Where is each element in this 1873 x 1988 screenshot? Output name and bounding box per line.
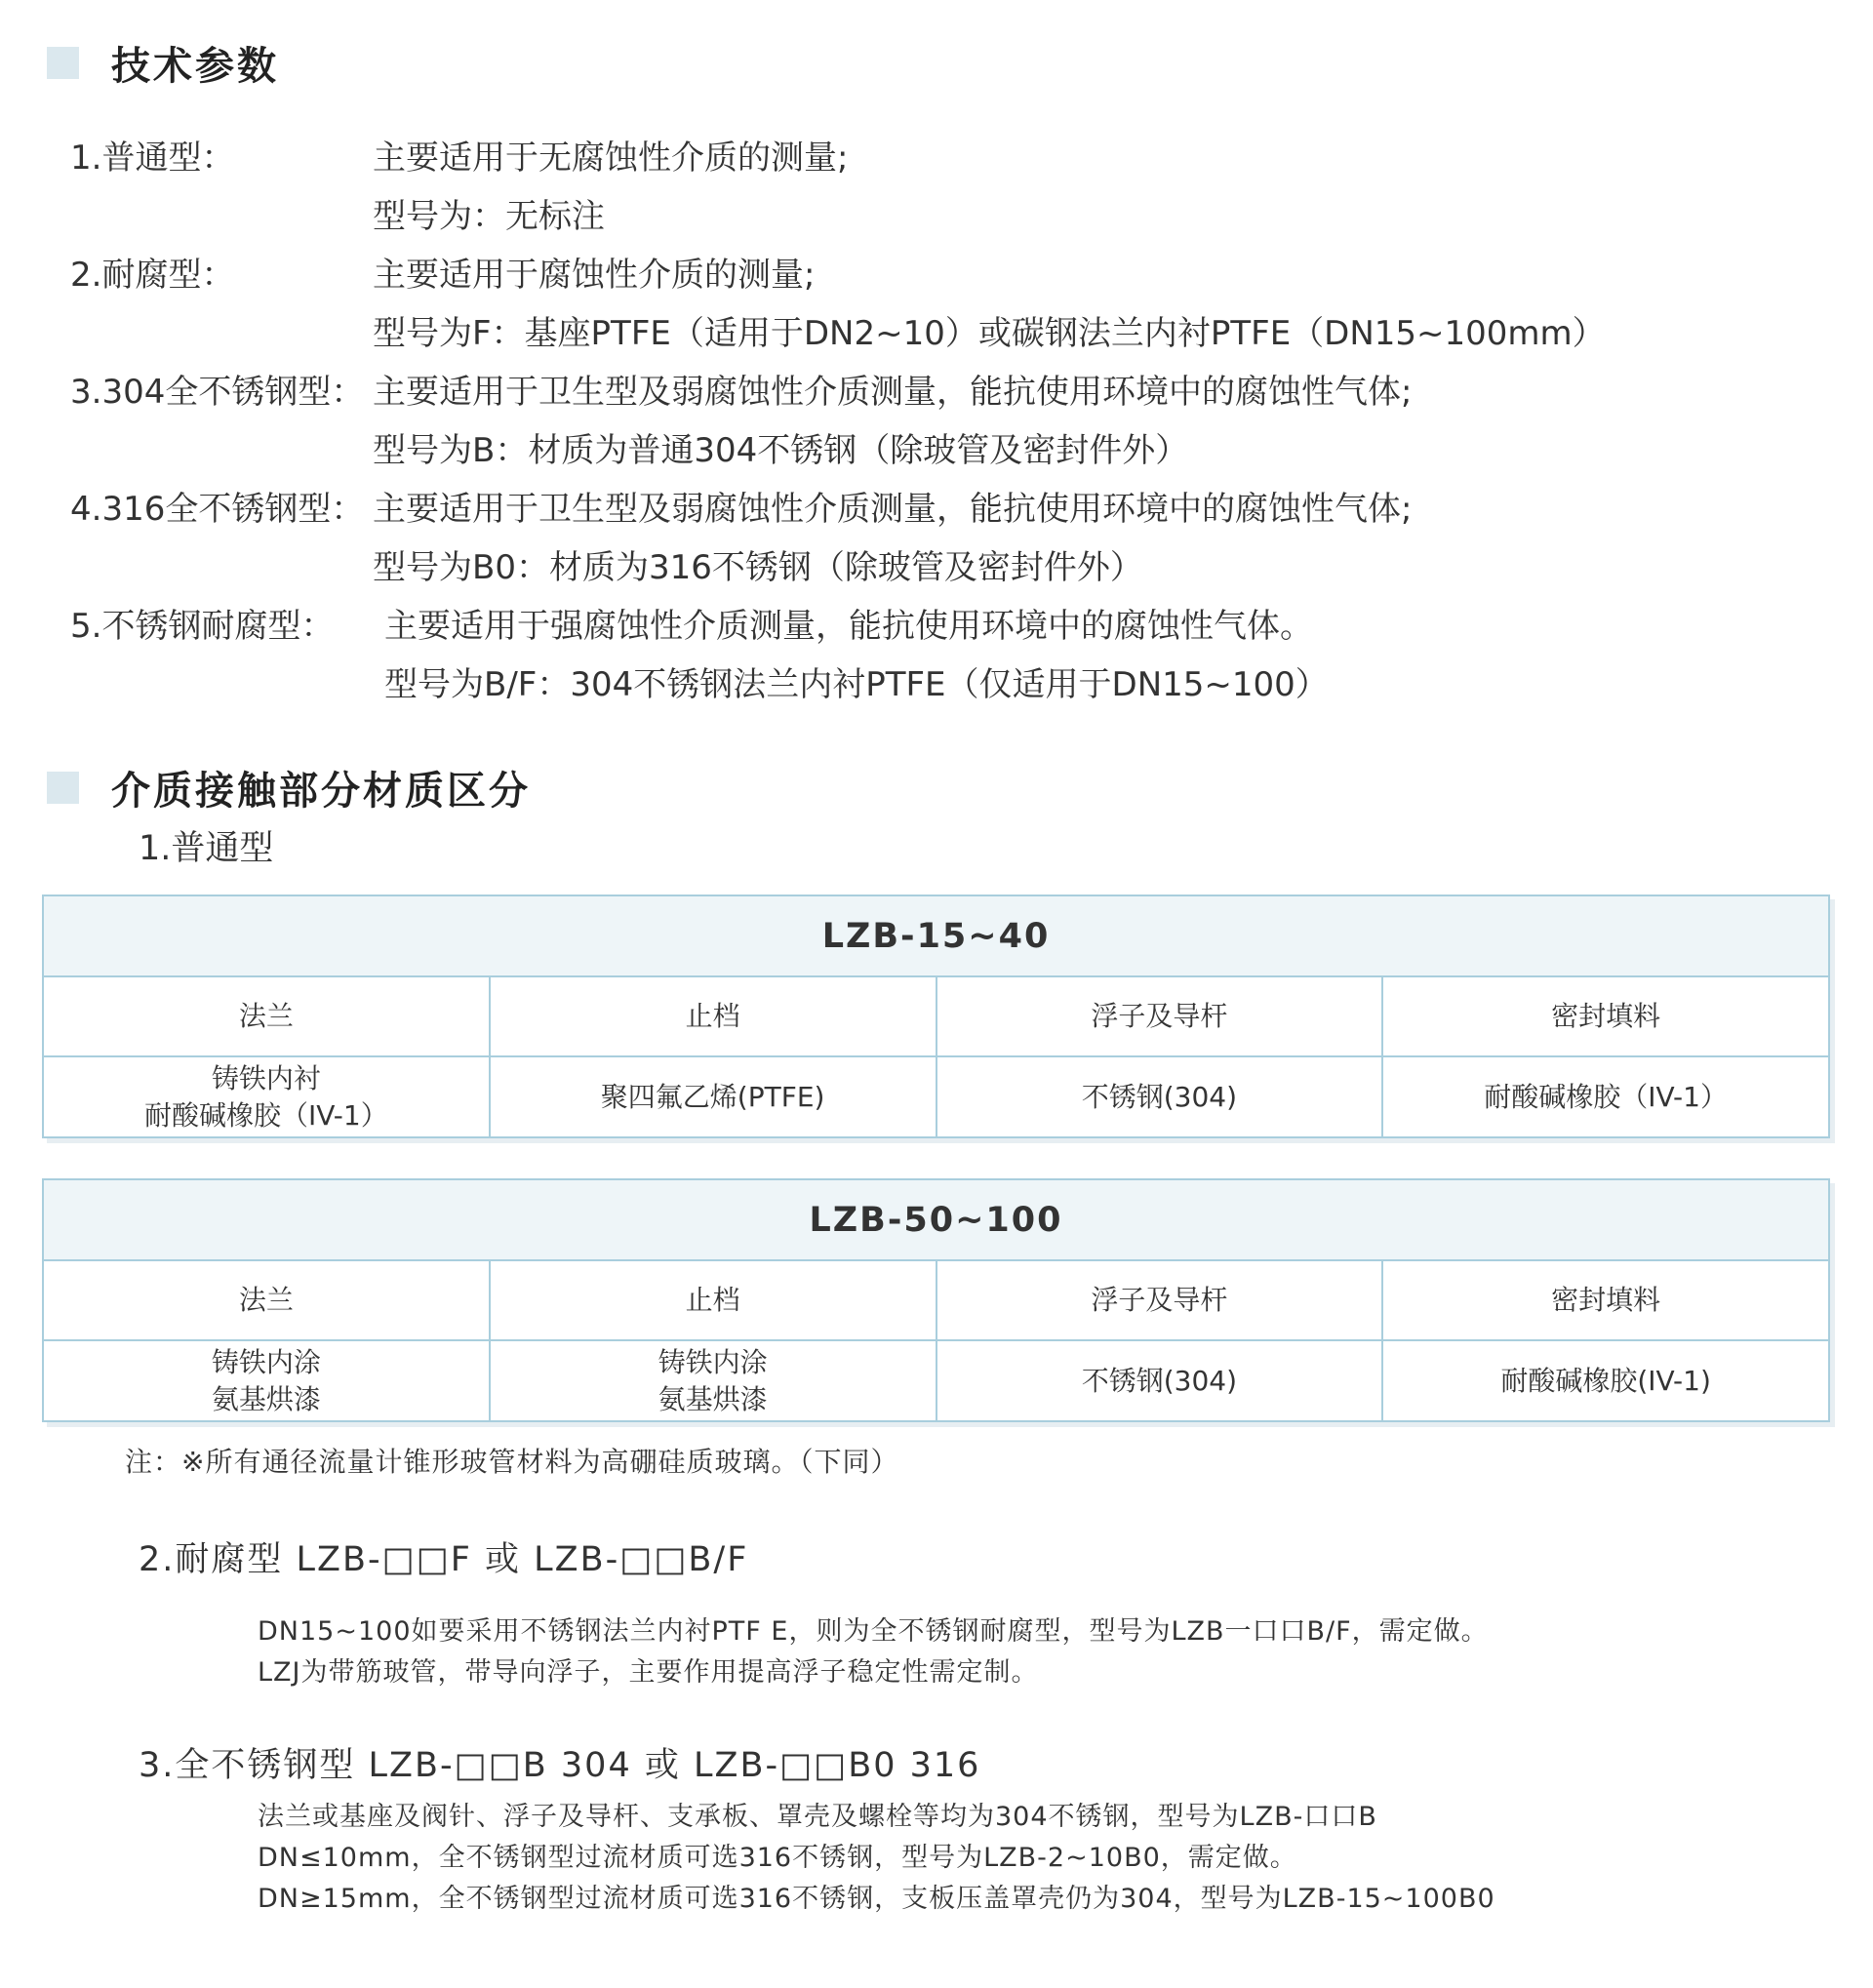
spec-description: 主要适用于腐蚀性介质的测量; <box>373 255 816 295</box>
material-table-lzb-50-100 <box>42 1178 1830 1422</box>
material-table-lzb-15-40 <box>42 895 1830 1138</box>
spec-label: 2.耐腐型： <box>70 255 235 295</box>
table-header-cell: 密封填料 <box>1551 1000 1661 1032</box>
table-cell <box>937 1057 1384 1136</box>
spec-model: 型号为B/F：304不锈钢法兰内衬PTFE（仅适用于DN15~100） <box>384 664 1329 704</box>
cell-line: 不锈钢(304) <box>1081 1080 1238 1113</box>
table-header-row <box>44 1261 1828 1341</box>
spec-description: 主要适用于卫生型及弱腐蚀性介质测量，能抗使用环境中的腐蚀性气体; <box>373 489 1413 529</box>
table-header-cell: 法兰 <box>44 977 491 1055</box>
table-header-cell: 法兰 <box>44 1261 491 1339</box>
table-header-row <box>44 977 1828 1057</box>
table-cell <box>44 1057 491 1136</box>
cell-line: 铸铁内衬 <box>211 1061 321 1094</box>
section-technical-params-heading <box>47 35 279 91</box>
paragraph-line: DN≤10mm，全不锈钢型过流材质可选316不锈钢，型号为LZB-2~10B0，需定做。 <box>258 1843 1297 1873</box>
spec-row <box>70 183 1729 242</box>
table-cell <box>937 1341 1384 1420</box>
cell-line: 耐酸碱橡胶(IV-1) <box>1500 1364 1711 1397</box>
cell-line: 氨基烘漆 <box>211 1382 321 1415</box>
cell-line: 不锈钢(304) <box>1081 1364 1238 1397</box>
spec-row <box>70 417 1729 476</box>
spec-label: 1.普通型： <box>70 138 235 178</box>
subsection-title: 1.普通型 <box>139 829 274 868</box>
section-marker-square <box>47 772 79 804</box>
spec-row <box>70 125 1729 183</box>
table-header-cell: 浮子及导杆 <box>937 977 1384 1055</box>
spec-label: 5.不锈钢耐腐型： <box>70 606 335 646</box>
spec-list <box>70 125 1729 710</box>
spec-row <box>70 359 1729 417</box>
spec-label: 4.316全不锈钢型： <box>70 489 365 529</box>
cell-line: 铸铁内涂 <box>658 1345 768 1378</box>
paragraph-line: LZJ为带筋玻管，带导向浮子，主要作用提高浮子稳定性需定制。 <box>258 1657 1039 1688</box>
spec-description: 主要适用于卫生型及弱腐蚀性介质测量，能抗使用环境中的腐蚀性气体; <box>373 372 1413 412</box>
spec-description: 主要适用于强腐蚀性介质测量，能抗使用环境中的腐蚀性气体。 <box>384 606 1313 646</box>
paragraph-line: DN≥15mm，全不锈钢型过流材质可选316不锈钢，支板压盖罩壳仍为304，型号为LZB-15~100B0 <box>258 1884 1495 1914</box>
table-header-cell: 止档 <box>491 977 937 1055</box>
type2-description <box>258 1611 1489 1693</box>
spec-row <box>70 535 1729 593</box>
table-title: LZB-15~40 <box>44 896 1828 977</box>
spec-label: 3.304全不锈钢型： <box>70 372 365 412</box>
type2-heading: 2.耐腐型 LZB-□□F 或 LZB-□□B/F <box>139 1540 749 1579</box>
section-marker-square <box>47 47 79 79</box>
table-header-cell: 密封填料 <box>1551 1284 1661 1316</box>
table-header-cell: 浮子及导杆 <box>937 1261 1384 1339</box>
spec-description: 主要适用于无腐蚀性介质的测量; <box>373 138 849 178</box>
spec-model: 型号为B0：材质为316不锈钢（除玻管及密封件外） <box>373 547 1143 587</box>
spec-row <box>70 300 1729 359</box>
spec-row <box>70 593 1729 652</box>
paragraph-line: DN15~100如要采用不锈钢法兰内衬PTF E，则为全不锈钢耐腐型，型号为LZB一口口B/F，需定做。 <box>258 1616 1489 1647</box>
cell-line: 氨基烘漆 <box>658 1382 768 1415</box>
spec-model: 型号为：无标注 <box>373 196 605 236</box>
table-cell <box>491 1057 937 1136</box>
section-title: 介质接触部分材质区分 <box>111 769 531 814</box>
table-title: LZB-50~100 <box>44 1180 1828 1261</box>
table-row <box>44 1341 1828 1420</box>
type3-description <box>258 1797 1495 1920</box>
table-row <box>44 1057 1828 1136</box>
cell-line: 耐酸碱橡胶（IV-1） <box>1484 1080 1728 1113</box>
type3-heading: 3.全不锈钢型 LZB-□□B 304 或 LZB-□□B0 316 <box>139 1746 981 1785</box>
spec-row <box>70 652 1729 710</box>
cell-line: 聚四氟乙烯(PTFE) <box>600 1080 825 1113</box>
table-cell <box>44 1341 491 1420</box>
glass-tube-note: 注：※所有通径流量计锥形玻管材料为高硼硅质玻璃。（下同） <box>125 1446 899 1478</box>
section-title: 技术参数 <box>111 44 279 89</box>
cell-line: 耐酸碱橡胶（IV-1） <box>144 1098 388 1132</box>
cell-line: 铸铁内涂 <box>211 1345 321 1378</box>
table-cell <box>1383 1341 1828 1420</box>
table-header-cell: 止档 <box>491 1261 937 1339</box>
spec-row <box>70 476 1729 535</box>
spec-model: 型号为B：材质为普通304不锈钢（除玻管及密封件外） <box>373 430 1189 470</box>
spec-row <box>70 242 1729 300</box>
section-material-heading <box>47 760 531 815</box>
table-cell <box>1383 1057 1828 1136</box>
table-cell <box>491 1341 937 1420</box>
paragraph-line: 法兰或基座及阀针、浮子及导杆、支承板、罩壳及螺栓等均为304不锈钢，型号为LZB-口口B <box>258 1802 1377 1832</box>
spec-model: 型号为F：基座PTFE（适用于DN2~10）或碳钢法兰内衬PTFE（DN15~100mm） <box>373 313 1606 353</box>
